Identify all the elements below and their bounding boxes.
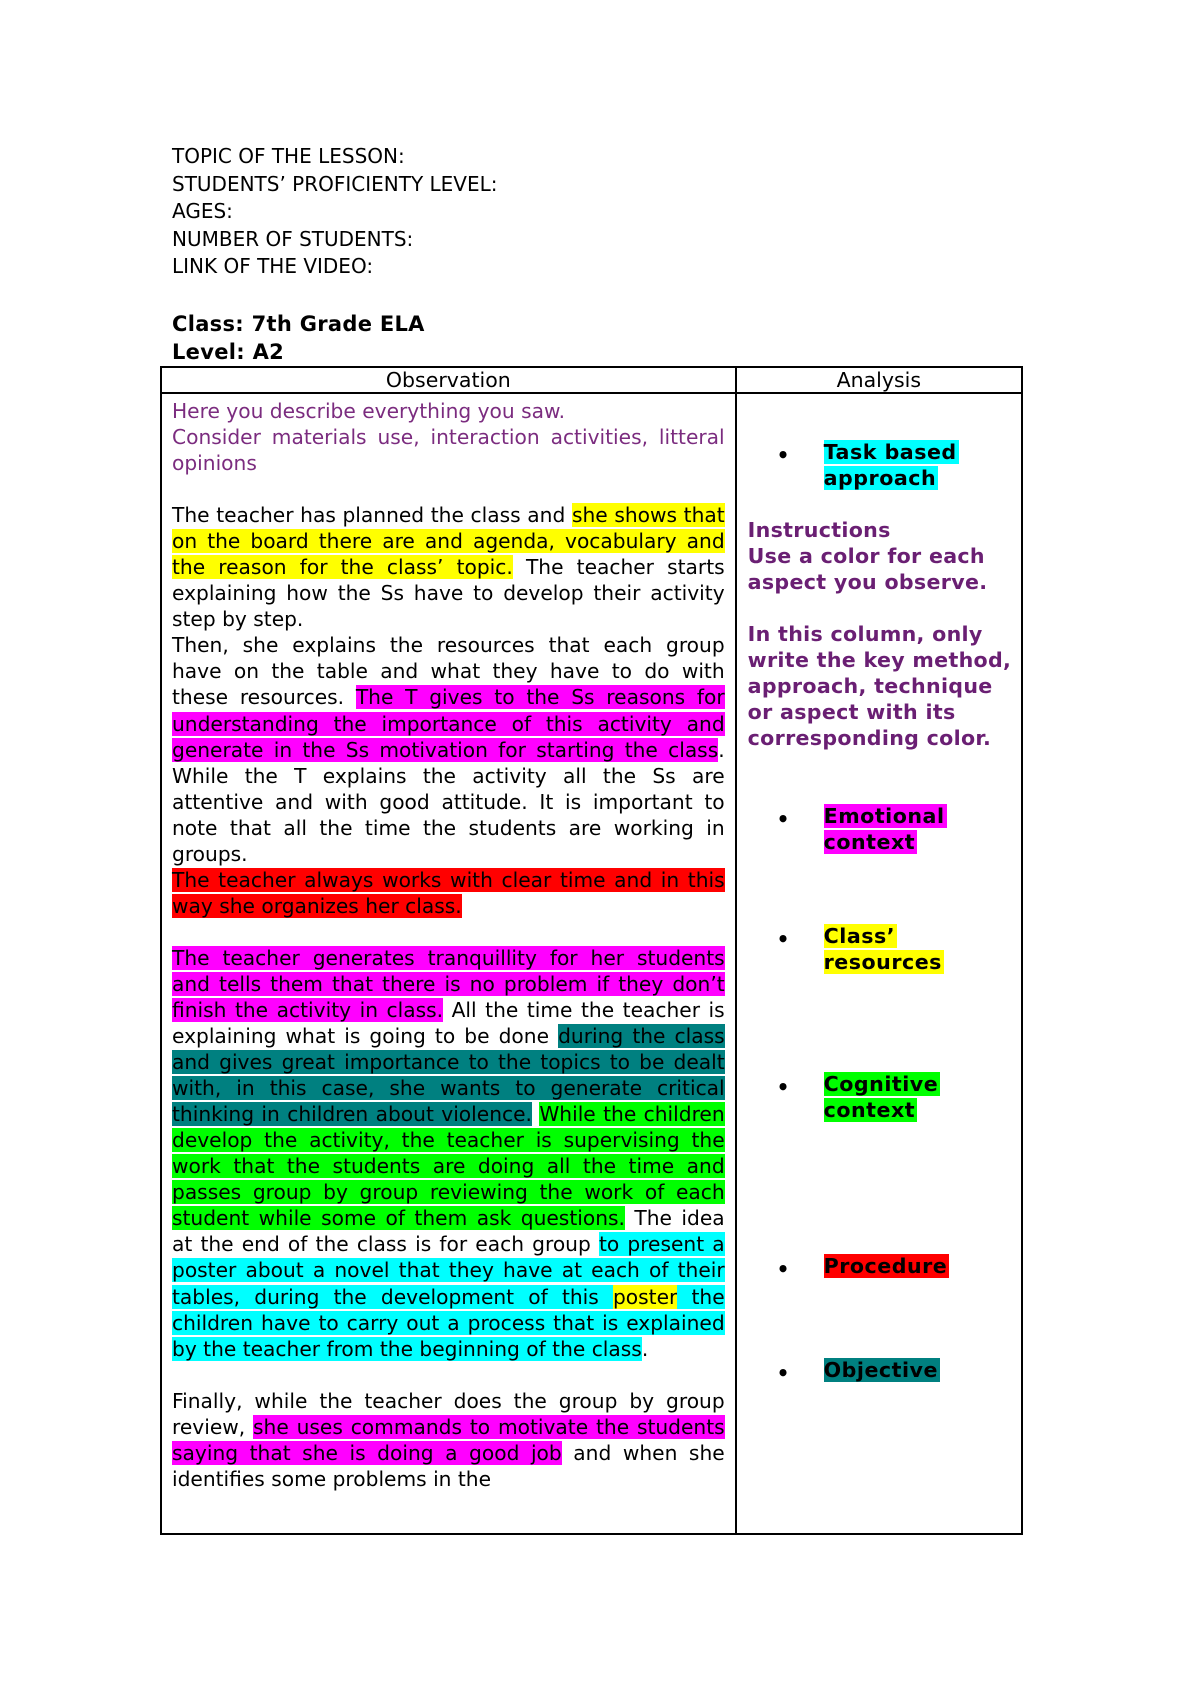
p3-text-f: The idea at the end of the class is for each group (172, 1206, 725, 1257)
p4-text-a: Finally, while the teacher does the group by group review, (172, 1388, 725, 1439)
tag-objective (824, 1357, 940, 1383)
analysis-column-header: Analysis (736, 367, 1022, 393)
table-header-row (161, 367, 1022, 393)
instructions-text: Use a color for each aspect you observe. (747, 544, 988, 594)
number-of-students-label: NUMBER OF STUDENTS: (172, 226, 414, 251)
tag-class-resources (824, 923, 944, 975)
instructions-title: Instructions (747, 518, 891, 542)
tag-emotional-line-1: Emotional (823, 804, 945, 828)
tag-task-based-line-1: Task based (823, 440, 957, 464)
observation-table (160, 366, 1023, 1535)
intro-line-2: Consider materials use, interaction activities, litteral opinions (172, 425, 725, 476)
p4-highlight-emotional: she uses commands to motivate the students saying that she is doing a good job (172, 1414, 725, 1465)
tag-objective-label: Objective (823, 1358, 938, 1382)
p3-highlight-task-a: to present a poster about a novel that they have at each of their tables, during the development of this (172, 1232, 725, 1309)
bullet-1: • (776, 443, 790, 467)
p1-text-c: The teacher starts explaining how the Ss have to develop their activity step by step. (172, 555, 725, 632)
observation-cell (161, 393, 736, 1534)
tag-resources-line-2: resources (823, 950, 942, 974)
tag-task-based-line-2: approach (823, 466, 937, 490)
tag-resources-line-1: Class’ (823, 924, 896, 948)
level-line: Level: A2 (172, 340, 285, 364)
p3-highlight-cognitive: While the children develop the activity, the teacher is supervising the work that the students are doing all the time and passes group by group reviewing the work of each student while some of them ask questions. (172, 1102, 725, 1231)
paragraph-1 (172, 502, 725, 632)
tag-emotional-context (824, 803, 947, 855)
instructions-column-note: In this column, only write the key method, approach, technique or aspect with its corresponding color. (747, 622, 1012, 750)
instructions-block (748, 517, 1016, 751)
paragraph-3 (172, 945, 725, 1362)
paragraph-2-procedure (172, 867, 725, 919)
p2-highlight-emotional: The T gives to the Ss reasons for understanding the importance of this activity and generate in the Ss motivation for starting the class (172, 685, 725, 762)
p2-text-a: Then, she explains the resources that each group have on the table and what they have to do with these resources. (172, 633, 725, 710)
bullet-3: • (776, 927, 790, 951)
class-info (172, 310, 425, 366)
p2-highlight-procedure: The teacher always works with clear time and in this way she organizes her class. (172, 867, 725, 918)
p3-highlight-poster: poster (612, 1284, 678, 1309)
p3-highlight-task-b: the children have to carry out a process that is explained by the teacher from the beginning of the class (172, 1284, 725, 1361)
paragraph-2 (172, 632, 725, 866)
bullet-4: • (776, 1075, 790, 1099)
p1-text-a: The teacher has planned the class and (172, 503, 572, 528)
tag-cognitive-line-2: context (823, 1098, 916, 1122)
p3-highlight-emotional: The teacher generates tranquillity for her students and tells them that there is no problem if they don’t finish the activity in class. (172, 945, 725, 1022)
table-body-row (161, 393, 1022, 1534)
p3-text-j: . (641, 1336, 649, 1361)
observation-column-header: Observation (161, 367, 736, 393)
tag-task-based (824, 439, 959, 491)
p1-highlight-resources: she shows that on the board there are and agenda, vocabulary and the reason for the class’ topic. (172, 503, 725, 580)
tag-cognitive-context (824, 1071, 941, 1123)
tag-emotional-line-2: context (823, 830, 916, 854)
p4-text-c: and when she identifies some problems in the (172, 1440, 725, 1491)
p3-highlight-objective: during the class and gives great importance to the topics to be dealt with, in this case, she wants to generate critical thinking in children about violence. (172, 1024, 725, 1127)
tag-procedure (824, 1253, 950, 1279)
intro-line-1: Here you describe everything you saw. (172, 399, 566, 423)
ages-label: AGES: (172, 199, 233, 223)
bullet-2: • (776, 807, 790, 831)
bullet-5: • (776, 1257, 790, 1281)
proficiency-label: STUDENTS’ PROFICIENTY LEVEL: (172, 171, 498, 196)
video-link-label: LINK OF THE VIDEO: (172, 254, 374, 278)
class-line: Class: 7th Grade ELA (172, 312, 425, 336)
p2-text-c: . While the T explains the activity all the Ss are attentive and with good attitude. It is important to note that all the time the students are working in groups. (172, 737, 725, 866)
p3-text-b: All the time the teacher is explaining what is going to be done (172, 997, 725, 1049)
topic-label: TOPIC OF THE LESSON: (172, 144, 405, 168)
analysis-cell (736, 393, 1022, 1534)
tag-cognitive-line-1: Cognitive (823, 1072, 939, 1096)
paragraph-4 (172, 1388, 725, 1492)
tag-procedure-label: Procedure (823, 1254, 948, 1278)
bullet-6: • (776, 1361, 790, 1385)
lesson-header (172, 143, 498, 281)
